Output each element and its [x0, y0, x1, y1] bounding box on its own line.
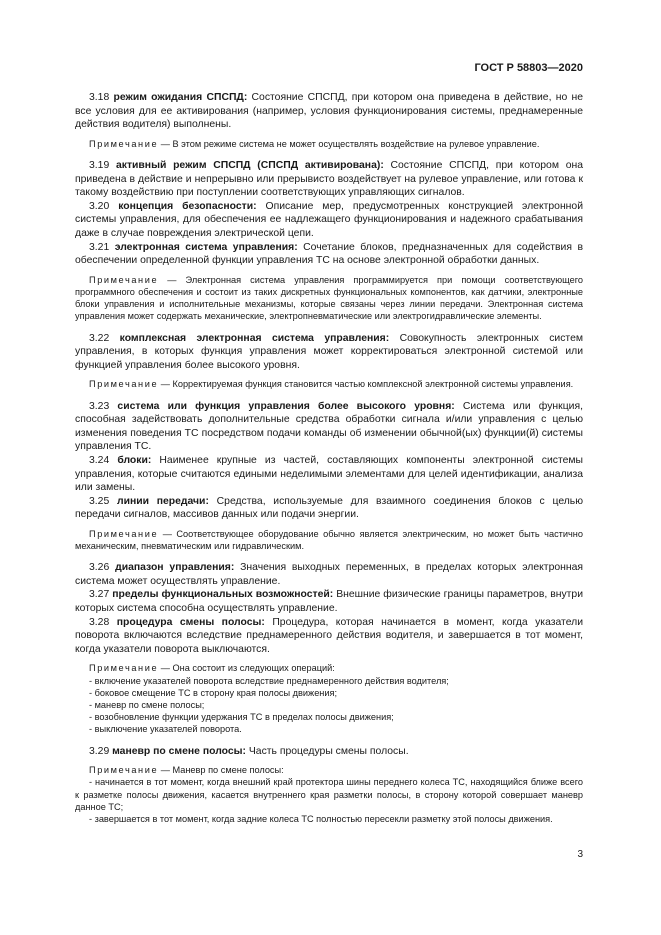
- defined-term: пределы функциональных возможностей:: [112, 589, 334, 601]
- definition-text: Внешние физические границы параметров, внутри которых система способна осуществлять управление.: [75, 589, 583, 615]
- definition-text: Описание мер, предусмотренных конструкцией электронной системы управления, для обеспечения ее надлежащего функционирования и надежного срабатывания даже в случае повреждения электрической цепи.: [75, 200, 584, 239]
- clause-number: 3.23: [89, 400, 110, 412]
- defined-term: режим ожидания СПСПД:: [113, 92, 248, 103]
- defined-term: система или функция управления более высокого уровня:: [117, 400, 455, 412]
- list-item: - завершается в тот момент, когда задние колеса ТС полностью пересекли разметку этой полосы движения.: [89, 814, 553, 825]
- defined-term: блоки:: [117, 454, 152, 466]
- definition-paragraph: [75, 400, 583, 454]
- list-item: - маневр по смене полосы;: [89, 700, 205, 711]
- definition-paragraph: [75, 454, 583, 495]
- definition-paragraph: [75, 495, 583, 522]
- clause-number: 3.20: [89, 200, 110, 212]
- defined-term: процедура смены полосы:: [116, 616, 265, 628]
- definition-text: Средства, используемые для взаимного соединения блоков с целью передачи сигналов, массивов данных или подачи энергии.: [75, 495, 584, 521]
- clause-number: 3.29: [89, 745, 110, 757]
- definition-paragraph: [75, 91, 583, 132]
- defined-term: линии передачи:: [116, 495, 209, 507]
- definition-text: Состояние СПСПД, при котором она приведена в действие и непрерывно или прерывисто воздействует на рулевое управление, или готова к такому воздействию при поступлении соответствующих управляющих сигналов.: [75, 159, 583, 199]
- definition-text: Значения выходных переменных, в пределах которых электронная система может осуществлять управление.: [75, 562, 584, 587]
- note-paragraph: [75, 764, 583, 776]
- definition-text: Процедура, которая начинается в момент, когда указатели поворота включаются вследствие преднамеренного действия водителя, и завершается в тот момент, когда указатели поворота выключаются.: [75, 616, 583, 655]
- definition-text: Сочетание блоков, предназначенных для содействия в обеспечении определенной функции управления ТС на основе электронной обработки данных.: [75, 241, 583, 267]
- definition-text: Совокупность электронных систем управления, в которых функция управления может корректироваться электронной системой или функцией управления более высокого уровня.: [75, 332, 583, 371]
- definition-paragraph: [75, 332, 583, 373]
- note-paragraph: [75, 274, 583, 323]
- clause-number: 3.25: [89, 495, 110, 507]
- definition-text: Система или функция, способная задействовать дополнительные средства обработки сигнала и/или управления с целью изменения поведения ТС посредством подачи команды об изменении обычной(ых) функции(й) системы управления ТС.: [75, 400, 583, 453]
- note-label: Примечание: [89, 274, 159, 285]
- list-item: - выключение указателей поворота.: [89, 724, 242, 735]
- definition-paragraph: [75, 561, 583, 588]
- list-item: - включение указателей поворота вследствие преднамеренного действия водителя;: [89, 675, 449, 686]
- clause-number: 3.18: [89, 92, 110, 103]
- note-label: Примечание: [89, 663, 159, 674]
- defined-term: маневр по смене полосы:: [112, 745, 246, 757]
- note-label: Примечание: [89, 528, 159, 539]
- definition-paragraph: [75, 745, 583, 759]
- definition-text: Наименее крупные из частей, составляющих компоненты электронной системы управления, которые считаются едиными неделимыми элементами для целей идентификации, анализа или замены.: [75, 454, 583, 494]
- clause-number: 3.21: [89, 241, 110, 253]
- definition-paragraph: [75, 200, 583, 241]
- note-paragraph: [75, 528, 583, 552]
- note-paragraph: [75, 662, 583, 674]
- clause-number: 3.19: [89, 159, 110, 171]
- list-item: - возобновление функции удержания ТС в пределах полосы движения;: [89, 712, 394, 723]
- definition-text: Состояние СПСПД, при котором она приведена в действие, но не все условия для ее активирования (например, условия функционирования системы, преднамеренные действия водителя) выполнены.: [75, 92, 584, 131]
- note-text: — Корректируемая функция становится частью комплексной электронной системы управления.: [160, 379, 574, 390]
- definition-paragraph: [75, 588, 583, 615]
- definition-paragraph: [75, 616, 583, 657]
- note-label: Примечание: [89, 765, 159, 776]
- note-text: — Соответствующее оборудование обычно является электрическим, но может быть частично механическим, пневматическим или гидравлическим.: [75, 528, 583, 552]
- list-item: - начинается в тот момент, когда внешний край протектора шины переднего колеса ТС, находящийся ближе всего к разметке полосы движения, касается внутреннего края разметки полосы, в сторону которой совершает маневр данное ТС;: [75, 777, 583, 812]
- defined-term: активный режим СПСПД (СПСПД активирована):: [115, 159, 384, 171]
- defined-term: электронная система управления:: [114, 241, 298, 253]
- note-text: — В этом режиме система не может осуществлять воздействие на рулевое управление.: [160, 138, 540, 149]
- clause-number: 3.22: [89, 332, 110, 344]
- defined-term: диапазон управления:: [115, 562, 235, 574]
- note-text: — Маневр по смене полосы:: [160, 765, 284, 776]
- note-text: — Электронная система управления программируется при помощи соответствующего программного обеспечения и состоит из таких дискретных функциональных компонентов, как датчики, электронные блоки управления и исполнительные механизмы, которые связаны через линии передачи. Электронная система управления может содержать механические, электропневматические или электрогидравлические элементы.: [75, 274, 583, 322]
- note-paragraph: [75, 138, 583, 150]
- clause-number: 3.27: [89, 589, 110, 601]
- note-paragraph: [75, 378, 583, 390]
- definition-paragraph: [75, 241, 583, 268]
- clause-number: 3.26: [89, 562, 110, 574]
- page-number: 3: [577, 849, 583, 860]
- defined-term: концепция безопасности:: [118, 200, 257, 212]
- document-body: [75, 91, 583, 825]
- definition-text: Часть процедуры смены полосы.: [248, 745, 409, 757]
- clause-number: 3.28: [89, 616, 110, 628]
- definition-paragraph: [75, 159, 583, 200]
- note-label: Примечание: [89, 379, 159, 390]
- defined-term: комплексная электронная система управления:: [119, 332, 390, 344]
- note-text: — Она состоит из следующих операций:: [160, 663, 335, 674]
- document-header: ГОСТ Р 58803—2020: [474, 62, 583, 74]
- list-item: - боковое смещение ТС в сторону края полосы движения;: [89, 687, 338, 698]
- note-label: Примечание: [89, 138, 159, 149]
- clause-number: 3.24: [89, 454, 110, 466]
